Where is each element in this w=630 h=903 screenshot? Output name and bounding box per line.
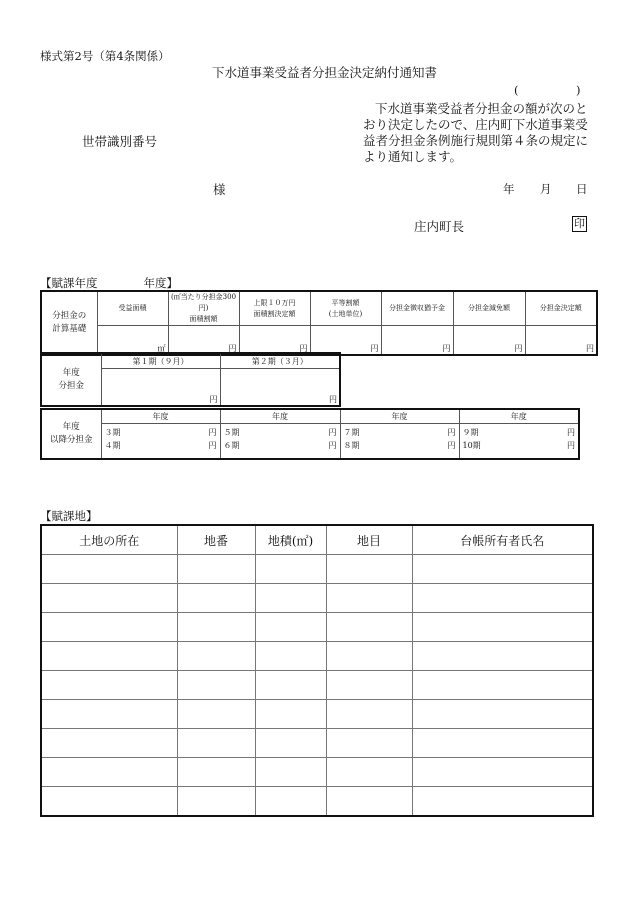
land-cell[interactable] <box>177 729 255 758</box>
later-period-cell[interactable]: ７期 円 ８期 円 <box>340 424 459 460</box>
later-year-header: 年度 <box>220 409 340 424</box>
land-cell[interactable] <box>41 671 177 700</box>
land-cell[interactable] <box>255 729 326 758</box>
land-cell[interactable] <box>326 758 412 787</box>
land-cell[interactable] <box>177 700 255 729</box>
calc-value-cell[interactable]: 円 <box>310 326 381 356</box>
installment-period-header: 第１期（９月） <box>101 353 220 369</box>
document-title: 下水道事業受益者分担金決定納付通知書 <box>212 65 438 80</box>
land-cell[interactable] <box>255 758 326 787</box>
land-row <box>41 729 593 758</box>
land-cell[interactable] <box>412 584 593 613</box>
land-cell[interactable] <box>412 758 593 787</box>
addressee-suffix: 様 <box>213 182 226 197</box>
calc-value-cell[interactable]: 円 <box>525 326 597 356</box>
date-day: 日 <box>576 182 588 196</box>
land-cell[interactable] <box>412 613 593 642</box>
levy-year-label: 【賦課年度 年度】 <box>40 276 178 290</box>
land-cell[interactable] <box>326 584 412 613</box>
calculation-basis-table <box>40 290 598 356</box>
calc-header: (㎡当たり分担金300円) 面積割額 <box>168 291 239 326</box>
land-cell[interactable] <box>326 700 412 729</box>
land-cell[interactable] <box>412 642 593 671</box>
land-cell[interactable] <box>412 671 593 700</box>
calc-value-cell[interactable]: 円 <box>381 326 453 356</box>
mayor-title: 庄内町長 <box>414 219 465 234</box>
land-header-owner-name: 台帳所有者氏名 <box>412 525 593 555</box>
calc-row-label: 分担金の 計算基礎 <box>41 291 97 355</box>
land-cell[interactable] <box>41 613 177 642</box>
calc-header: 平等割額 (土地単位) <box>310 291 381 326</box>
land-cell[interactable] <box>412 555 593 584</box>
land-cell[interactable] <box>255 700 326 729</box>
land-header-land-category: 地目 <box>326 525 412 555</box>
land-cell[interactable] <box>326 613 412 642</box>
land-cell[interactable] <box>41 787 177 817</box>
land-cell[interactable] <box>177 642 255 671</box>
later-period-cell[interactable]: ３期 円 ４期 円 <box>101 424 220 460</box>
land-cell[interactable] <box>177 584 255 613</box>
land-header-lot-number: 地番 <box>177 525 255 555</box>
land-row <box>41 787 593 817</box>
land-cell[interactable] <box>41 584 177 613</box>
seal-mark: 印 <box>574 217 585 230</box>
installment-period-header: 第２期（３月） <box>220 353 340 369</box>
calc-value-cell[interactable]: 円 <box>239 326 310 356</box>
land-table <box>40 524 594 817</box>
land-row <box>41 700 593 729</box>
land-cell[interactable] <box>412 729 593 758</box>
land-cell[interactable] <box>255 555 326 584</box>
land-cell[interactable] <box>326 787 412 817</box>
installment-value-cell[interactable]: 円 <box>101 369 220 407</box>
land-cell[interactable] <box>41 729 177 758</box>
land-row <box>41 584 593 613</box>
land-cell[interactable] <box>177 613 255 642</box>
land-cell[interactable] <box>326 671 412 700</box>
form-number: 様式第2号（第4条関係） <box>40 49 170 63</box>
land-cell[interactable] <box>326 555 412 584</box>
calc-header: 受益面積 <box>97 291 168 326</box>
land-row <box>41 758 593 787</box>
land-cell[interactable] <box>41 555 177 584</box>
land-section-label: 【賦課地】 <box>40 509 98 523</box>
land-row <box>41 613 593 642</box>
land-cell[interactable] <box>412 700 593 729</box>
calc-header: 上限１０万円 面積割決定額 <box>239 291 310 326</box>
land-cell[interactable] <box>177 555 255 584</box>
land-cell[interactable] <box>177 787 255 817</box>
land-cell[interactable] <box>41 642 177 671</box>
land-cell[interactable] <box>326 642 412 671</box>
later-year-header: 年度 <box>340 409 459 424</box>
later-period-cell[interactable]: ９期 円 10期 円 <box>459 424 579 460</box>
calc-value-cell[interactable]: ㎡ <box>97 326 168 356</box>
installment-table <box>40 352 341 407</box>
land-row <box>41 642 593 671</box>
land-cell[interactable] <box>326 729 412 758</box>
land-header-area: 地積(㎡) <box>255 525 326 555</box>
land-cell[interactable] <box>177 671 255 700</box>
land-row <box>41 671 593 700</box>
notice-text: 下水道事業受益者分担金の額が次のとおり決定したので、庄内町下水道事業受益者分担金条例施行規則第４条の規定により通知します。 <box>363 101 589 164</box>
installment-value-cell[interactable]: 円 <box>220 369 340 407</box>
later-year-header: 年度 <box>459 409 579 424</box>
land-cell[interactable] <box>255 787 326 817</box>
land-header-location: 土地の所在 <box>41 525 177 555</box>
calc-header: 分担金決定額 <box>525 291 597 326</box>
land-row <box>41 555 593 584</box>
household-id-label: 世帯識別番号 <box>82 134 158 149</box>
calc-header: 分担金減免額 <box>453 291 525 326</box>
land-cell[interactable] <box>41 700 177 729</box>
land-cell[interactable] <box>255 584 326 613</box>
calc-value-cell[interactable]: 円 <box>453 326 525 356</box>
parenthesis-field: ( ) <box>514 83 581 97</box>
later-installments-table <box>40 408 580 460</box>
date-month: 月 <box>540 182 552 196</box>
installment-label: 年度 分担金 <box>41 353 101 406</box>
later-period-cell[interactable]: ５期 円 ６期 円 <box>220 424 340 460</box>
date-year: 年 <box>503 182 515 196</box>
land-cell[interactable] <box>255 671 326 700</box>
later-year-header: 年度 <box>101 409 220 424</box>
land-cell[interactable] <box>41 758 177 787</box>
later-label: 年度 以降分担金 <box>41 409 101 459</box>
land-cell[interactable] <box>412 787 593 817</box>
calc-header: 分担金徴収猶予金 <box>381 291 453 326</box>
calc-value-cell[interactable]: 円 <box>168 326 239 356</box>
land-cell[interactable] <box>255 642 326 671</box>
land-cell[interactable] <box>177 758 255 787</box>
land-cell[interactable] <box>255 613 326 642</box>
